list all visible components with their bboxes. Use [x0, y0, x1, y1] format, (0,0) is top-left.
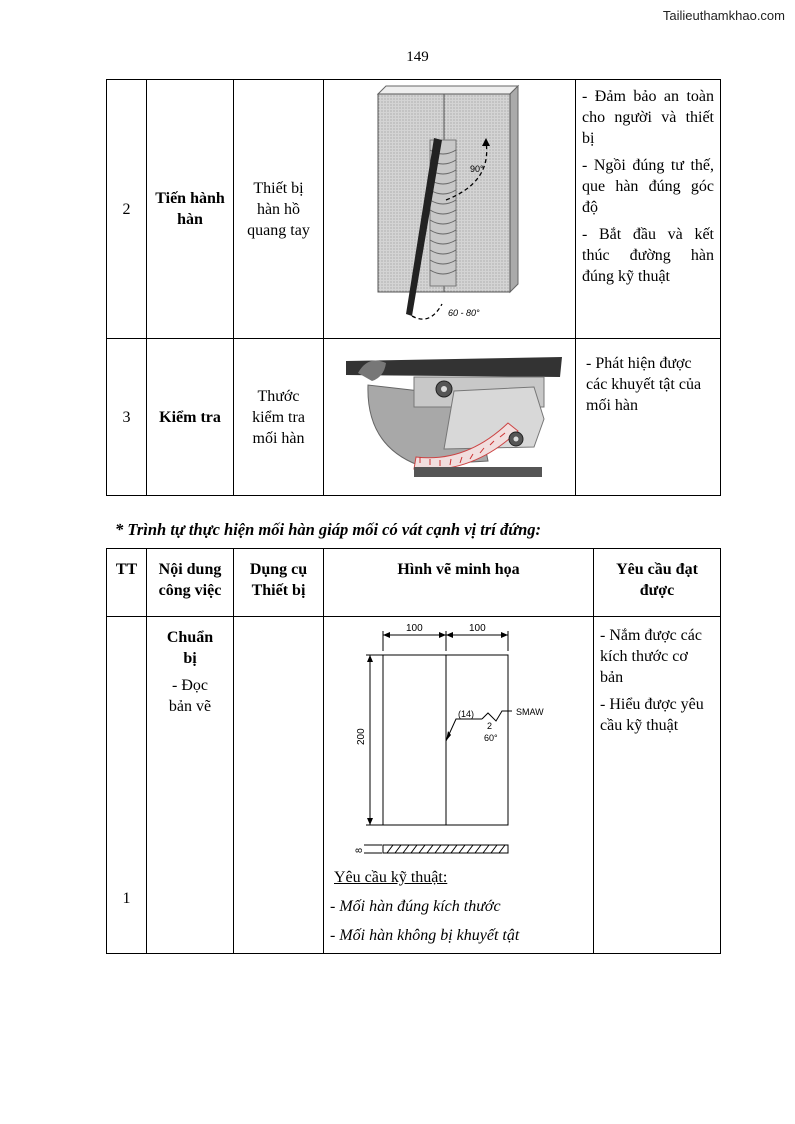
groove-angle: 60°	[484, 733, 498, 743]
watermark: Tailieuthamkhao.com	[662, 8, 785, 23]
section-heading: * Trình tự thực hiện mối hàn giáp mối có vát cạnh vị trí đứng:	[115, 520, 542, 539]
welding-process: SMAW	[516, 707, 544, 717]
page-number: 149	[406, 49, 429, 65]
welding-illustration	[324, 80, 576, 332]
tool-cell	[234, 617, 324, 954]
angle-label-top: 90°	[470, 164, 484, 174]
row-number: 2	[107, 80, 147, 339]
requirements-cell	[576, 80, 721, 339]
gauge-figure-cell	[324, 339, 576, 496]
dimension-thickness: 8	[354, 847, 364, 853]
header-task: Nội dung công việc	[147, 549, 234, 617]
row-number: 3	[107, 339, 147, 496]
task-name: Kiểm tra	[147, 339, 234, 496]
requirements-cell	[594, 617, 721, 954]
header-figure: Hình vẽ minh họa	[324, 549, 594, 617]
weld-gauge-illustration	[324, 339, 576, 489]
task-name: Tiến hành hàn	[147, 80, 234, 339]
requirement-item: - Bắt đầu và kết thúc đường hàn đúng kỹ thuật	[582, 226, 714, 285]
row-number: 1	[107, 617, 147, 954]
task-title: Chuẩn bị	[166, 629, 214, 667]
dimension-right-width: 100	[469, 623, 486, 634]
requirements-cell	[576, 339, 721, 496]
requirement-item: - Nắm được các kích thước cơ bản	[600, 627, 702, 686]
drawing-cell	[324, 617, 594, 954]
procedure-table-1	[106, 79, 721, 496]
root-gap: 2	[487, 721, 493, 731]
table-row	[107, 80, 721, 339]
technical-drawing	[324, 617, 594, 857]
header-tt: TT	[107, 549, 147, 617]
tool-name: Thiết bị hàn hồ quang tay	[234, 80, 324, 339]
weld-code: (14)	[458, 709, 475, 719]
tech-requirement-item: - Mối hàn đúng kích thước	[330, 898, 501, 915]
procedure-table-2	[106, 548, 721, 954]
task-cell	[147, 617, 234, 954]
header-tool: Dụng cụ Thiết bị	[234, 549, 324, 617]
dimension-left-width: 100	[406, 623, 423, 634]
requirement-item: - Đảm bảo an toàn cho người và thiết bị	[582, 88, 714, 147]
dimension-height: 200	[356, 728, 367, 745]
task-subtitle: - Đọc bản vẽ	[168, 677, 212, 715]
tech-requirements-title: Yêu cầu kỹ thuật:	[334, 869, 448, 886]
requirement-item: - Phát hiện được các khuyết tật của mối hàn	[586, 355, 702, 414]
angle-label-bottom: 60 - 80°	[448, 308, 480, 318]
table-header-row	[107, 549, 721, 617]
requirement-item: - Ngồi đúng tư thế, que hàn đúng góc độ	[582, 157, 714, 216]
tool-name: Thước kiểm tra mối hàn	[234, 339, 324, 496]
welding-figure-cell	[324, 80, 576, 339]
requirement-item: - Hiểu được yêu cầu kỹ thuật	[600, 696, 704, 734]
table-row	[107, 617, 721, 954]
tech-requirement-item: - Mối hàn không bị khuyết tật	[330, 927, 520, 944]
table-row	[107, 339, 721, 496]
header-requirements: Yêu cầu đạt được	[594, 549, 721, 617]
